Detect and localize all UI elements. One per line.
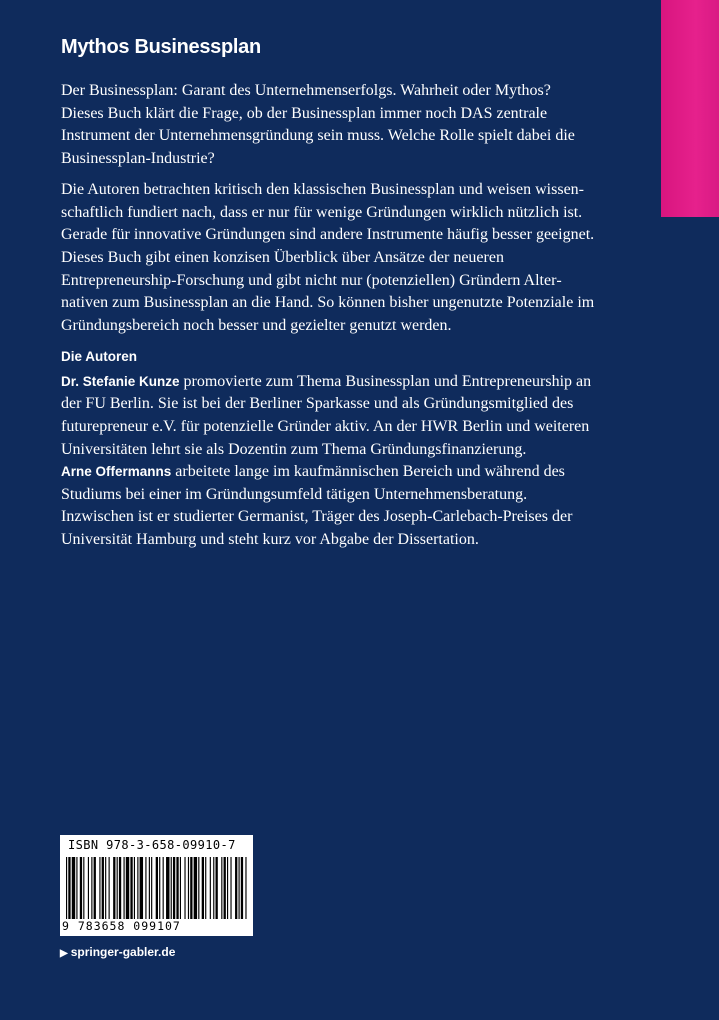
barcode-bar: [109, 857, 110, 919]
barcode-bar: [202, 857, 204, 919]
author-name: Dr. Stefanie Kunze: [61, 373, 180, 389]
authors-heading: Die Autoren: [61, 349, 138, 365]
barcode-bar: [221, 857, 222, 919]
barcode-bar: [113, 857, 115, 919]
isbn-number: ISBN 978-3-658-09910-7: [68, 838, 236, 852]
barcode-bar: [145, 857, 146, 919]
barcode-bar: [76, 857, 77, 919]
barcode-bar: [134, 857, 135, 919]
barcode-bar: [205, 857, 206, 919]
magenta-accent-tab: [661, 0, 719, 217]
barcode-bar: [80, 857, 82, 919]
barcode-bar: [239, 857, 240, 919]
author-name: Arne Offermanns: [61, 464, 172, 480]
barcode-bar: [68, 857, 70, 919]
barcode-bar: [224, 857, 226, 919]
book-title: Mythos Businessplan: [61, 36, 261, 58]
blurb-text: [61, 80, 597, 551]
barcode-bar: [176, 857, 178, 919]
barcode-bar: [194, 857, 197, 919]
blurb-paragraph: Die Autoren betrachten kritisch den klassischen Businessplan und weisen wissenschaftlich fundiert nach, dass er nur für wenige Gründungen wirklich nützlich ist. Gerade für innovative Gründungen sind andere Instrumente häufig besser geeignet. Dieses Buch gibt einen konzisen Überblick über Ansätze der neueren Entrepreneurship-Forschung und gibt nicht nur (potenziellen) Gründern Alternativen zum Businessplan an die Hand. So können bisher ungenutzte Potenziale im Gründungsbereich noch besser und gezielter genutzt werden.: [61, 181, 595, 334]
barcode-bar: [149, 857, 150, 919]
barcode-bar: [245, 857, 246, 919]
barcode-bar: [117, 857, 118, 919]
authors-bios: [61, 371, 597, 552]
barcode-bar: [173, 857, 175, 919]
barcode-bar: [130, 857, 132, 919]
barcode-bar: [99, 857, 100, 919]
barcode-bar: [126, 857, 129, 919]
blurb-paragraph: Der Businessplan: Garant des Unternehmenserfolgs. Wahrheit oder Mythos? Dieses Buch klärt die Frage, ob der Businessplan immer noch DAS zentrale Instrument der Unternehmensgründung sein muss. Welche Rolle spielt dabei die Businessplan-Industrie?: [61, 82, 575, 167]
barcode-bar: [94, 857, 96, 919]
barcode-bar: [188, 857, 189, 919]
barcode-bar: [184, 857, 185, 919]
barcode-bar: [66, 857, 67, 919]
barcode-bar: [235, 857, 237, 919]
barcode-bar: [180, 857, 181, 919]
barcode-bar: [241, 857, 243, 919]
barcode-bar: [216, 857, 218, 919]
author-bio: arbeitete lange im kaufmännischen Bereich und während des Studiums bei einer im Gründungsumfeld tätigen Unternehmensberatung. Inzwischen ist er studierter Germanist, Träger des Joseph-Carlebach-Preises der Universität Hamburg und steht kurz vor Abgabe der Dissertation.: [61, 463, 573, 548]
barcode-image: [64, 857, 250, 919]
barcode-bar: [137, 857, 138, 919]
barcode-bar: [213, 857, 214, 919]
barcode-bar: [230, 857, 231, 919]
author-bio: promovierte zum Thema Businessplan und Entrepreneurship an der FU Berlin. Sie ist bei der Berliner Sparkasse und als Gründungsmitglied des futurepreneur e.V. für potenzielle Gründer aktiv. An der HWR Berlin und weiteren Universitäten lehrt sie als Dozentin zum Thema Gründungsfinanzierung.: [61, 372, 592, 458]
barcode-bar: [124, 857, 125, 919]
barcode-bar: [190, 857, 192, 919]
barcode-bar: [159, 857, 160, 919]
barcode-bar: [88, 857, 89, 919]
barcode-bar: [198, 857, 199, 919]
barcode-bar: [171, 857, 172, 919]
isbn-barcode-box: [60, 835, 253, 936]
barcode-bar: [119, 857, 121, 919]
ean-digits: 9 783658 099107: [62, 919, 181, 933]
barcode-bar: [151, 857, 152, 919]
barcode-bar: [156, 857, 158, 919]
barcode-bar: [83, 857, 84, 919]
barcode-bar: [140, 857, 143, 919]
barcode-bar: [227, 857, 228, 919]
publisher-website[interactable]: [60, 945, 175, 959]
barcode-bar: [102, 857, 104, 919]
barcode-bar: [72, 857, 75, 919]
barcode-bar: [166, 857, 169, 919]
barcode-bar: [163, 857, 164, 919]
barcode-bar: [210, 857, 211, 919]
barcode-bar: [105, 857, 106, 919]
website-link[interactable]: springer-gabler.de: [70, 945, 176, 959]
barcode-bar: [91, 857, 92, 919]
triangle-right-icon: ▶: [60, 948, 68, 959]
